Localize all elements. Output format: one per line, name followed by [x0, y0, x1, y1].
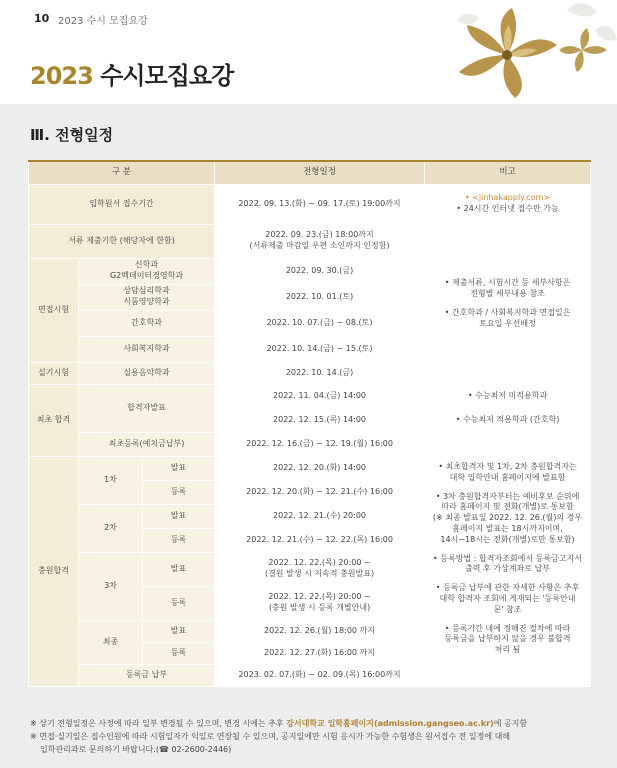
date-interview-3: 2022. 10. 07.(금) ~ 08.(토) — [215, 310, 425, 336]
row-label-docs: 서류 제출기한 (해당자에 한함) — [29, 224, 215, 258]
note-extra-13: • 등록기간 내에 정해진 절차에 따라 — [444, 623, 571, 633]
date-final-reg: 2022. 12. 16.(금) ~ 12. 19.(월) 16:00 — [215, 432, 425, 456]
note-extra-8: • 등록방법 : 합격자조회에서 등록금고지서 — [433, 553, 583, 563]
date-r1-announce: 2022. 12. 20.(화) 14:00 — [215, 456, 425, 480]
running-title: 2023 수시 모집요강 — [58, 16, 148, 27]
schedule-section — [0, 104, 617, 768]
table-row — [29, 184, 591, 224]
date-docs — [215, 224, 425, 258]
note-extra-7: 14시~18시는 전화(개별)로만 통보함) — [440, 534, 575, 544]
note-extra-9: 출력 후 가상계좌로 납부 — [465, 564, 550, 574]
table-row — [29, 432, 591, 456]
row-label-interview: 면접시험 — [29, 258, 79, 362]
note-extra-11: 대학 합격자 조회에 게재되는 '등록안내 — [439, 593, 576, 603]
spacer — [427, 575, 588, 583]
round-3: 3차 — [79, 552, 143, 620]
page-number: 10 — [34, 12, 50, 25]
table-header-row — [29, 161, 591, 184]
note-extra-1: • 최초합격자 및 1차, 2차 충원합격자는 — [438, 462, 577, 472]
r1-register-label: 등록 — [143, 480, 215, 504]
note-extra-15: 처리 됨 — [494, 645, 521, 655]
page-title — [30, 56, 233, 91]
r2-announce-label: 발표 — [143, 504, 215, 528]
sub-final: 합격자발표 — [79, 384, 215, 432]
sub-interview-3: 간호학과 — [79, 310, 215, 336]
page-title-text: 수시모집요강 — [92, 62, 234, 90]
note-final-1: • 수능최저 미적용학과 — [425, 384, 591, 408]
note-extra-5: (※ 최종 발표일 2022. 12. 26.(월)의 경우 — [432, 513, 583, 523]
sub-interview-2b: 식품영양학과 — [123, 297, 170, 306]
round-final: 최종 — [79, 620, 143, 664]
page-title-year: 2023 — [30, 62, 93, 90]
r1-announce-label: 발표 — [143, 456, 215, 480]
row-label-extra: 충원합격 — [29, 456, 79, 686]
row-label-final: 최초 합격 — [29, 384, 79, 456]
date-interview-1: 2022. 09. 30.(금) — [215, 258, 425, 284]
date-r3-announce — [215, 552, 425, 586]
r2-register-label: 등록 — [143, 528, 215, 552]
footnote-1 — [30, 718, 600, 731]
sub-interview-4: 사회복지학과 — [79, 336, 215, 362]
gold-flower-icon — [397, 0, 617, 100]
r4-announce-label: 발표 — [143, 620, 215, 642]
date-r2-announce: 2022. 12. 21.(수) 20:00 — [215, 504, 425, 528]
date-final-1: 2022. 11. 04.(금) 14:00 — [215, 384, 425, 408]
row-label-practical: 실기시험 — [29, 362, 79, 384]
spacer — [427, 546, 588, 554]
round-2: 2차 — [79, 504, 143, 552]
schedule-table — [28, 160, 591, 687]
date-r3-register — [215, 586, 425, 620]
sub-interview-2 — [79, 284, 215, 310]
r4-register-label: 등록 — [143, 642, 215, 664]
note-extra-14: 등록금을 납부하지 않을 경우 불합격 — [444, 634, 571, 644]
note-interview-4: 토요일 우선배정 — [479, 318, 536, 328]
table-row — [29, 224, 591, 258]
header-category: 구 분 — [29, 161, 215, 184]
note-apply — [425, 184, 591, 224]
note-extra — [425, 432, 591, 686]
note-interview-1: • 제출서류, 시험시간 등 세부사항은 — [444, 278, 571, 288]
date-r4-announce: 2022. 12. 26.(월) 18:00 까지 — [215, 620, 425, 642]
date-r4-register: 2022. 12. 27.(화) 16:00 까지 — [215, 642, 425, 664]
sub-interview-1a: 신학과 — [134, 260, 159, 270]
note-apply-link[interactable]: • <jinhakapply.com> — [464, 193, 551, 203]
date-final-2: 2022. 12. 15.(목) 14:00 — [215, 408, 425, 432]
note-interview-3: • 간호학과 / 사회복지학과 면접일은 — [444, 308, 571, 317]
date-docs-2: (서류제출 마감일 우편 소인까지 인정함) — [249, 241, 390, 250]
date-r3-announce-2: (결원 발생 시 지속적 충원발표) — [264, 569, 375, 578]
r3-announce-label: 발표 — [143, 552, 215, 586]
date-interview-2: 2022. 10. 01.(토) — [215, 284, 425, 310]
footnote-2: ※ 면접·실기일은 접수인원에 따라 시험일자가 익일로 연장될 수 있으며, 공지일에만 시험 응시가 가능한 수험생은 원서접수 전 일정에 대해 — [30, 731, 511, 741]
sub-interview-1 — [79, 258, 215, 284]
date-r3-register-1: 2022. 12. 22.(목) 20:00 ~ — [268, 592, 371, 602]
admission-link[interactable]: 강서대학교 입학홈페이지(admission.gangseo.ac.kr) — [286, 719, 494, 728]
date-tuition: 2023. 02. 07.(화) ~ 02. 09.(목) 16:00까지 — [215, 664, 425, 686]
footnote-1-post: 에 공지함 — [493, 719, 528, 728]
note-interview — [425, 224, 591, 384]
section-title: Ⅲ. 전형일정 — [30, 126, 114, 144]
date-r3-register-2: (충원 발생 시 등록 개별안내) — [268, 603, 371, 612]
date-apply: 2022. 09. 13.(화) ~ 09. 17.(토) 19:00까지 — [215, 184, 425, 224]
note-apply-text: • 24시간 인터넷 접수만 가능 — [456, 204, 559, 213]
row-label-apply: 입학원서 접수기간 — [29, 184, 215, 224]
round-1: 1차 — [79, 456, 143, 504]
date-r2-register: 2022. 12. 21.(수) ~ 12. 22.(목) 16:00 — [215, 528, 425, 552]
date-interview-4: 2022. 10. 14.(금) ~ 15.(토) — [215, 336, 425, 362]
note-extra-3: • 3차 충원합격자부터는 예비후보 순위에 — [435, 491, 580, 501]
footnote-2-cont: 입학관리과로 문의하기 바랍니다.(☎ 02-2600-2446) — [40, 744, 232, 754]
footnote-1-pre: ※ 상기 전형일정은 사정에 따라 일부 변경될 수 있으며, 변경 시에는 추후 — [30, 719, 287, 728]
sub-interview-1b: G2벡데이터경영학과 — [109, 271, 184, 280]
spacer — [427, 616, 588, 624]
header-remarks: 비고 — [425, 161, 591, 184]
page-header — [0, 0, 617, 100]
spacer — [427, 484, 588, 492]
note-extra-2: 대학 입학안내 홈페이지에 발표함 — [449, 472, 566, 482]
sub-final-reg: 최초등록(예치금납부) — [79, 432, 215, 456]
sub-interview-2a: 상담심리학과 — [123, 286, 170, 296]
date-r3-announce-1: 2022. 12. 22.(목) 20:00 ~ — [268, 558, 371, 568]
note-interview-2: 전형별 세부내용 참조 — [470, 289, 545, 299]
footnotes — [30, 718, 600, 756]
sub-practical: 실용음악학과 — [79, 362, 215, 384]
note-extra-12: 문' 참조 — [493, 604, 522, 614]
date-docs-1: 2022. 09. 23.(금) 18:00까지 — [265, 230, 374, 240]
note-final-2: • 수능최저 적용학과 (간호학) — [425, 408, 591, 432]
header-schedule: 전형일정 — [215, 161, 425, 184]
note-extra-10: • 등록금 납부에 관한 자세한 사항은 추후 — [435, 583, 580, 593]
r3-register-label: 등록 — [143, 586, 215, 620]
spacer — [427, 300, 588, 308]
table-row — [29, 384, 591, 408]
date-practical: 2022. 10. 14.(금) — [215, 362, 425, 384]
note-extra-4: 따라 홈페이지 및 전화(개별)로 통보함 — [441, 502, 574, 512]
row-label-tuition: 등록금 납부 — [79, 664, 215, 686]
note-extra-6: 홈페이지 발표는 18시까지이며, — [452, 524, 563, 533]
date-r1-register: 2022. 12. 20.(화) ~ 12. 21.(수) 16:00 — [215, 480, 425, 504]
